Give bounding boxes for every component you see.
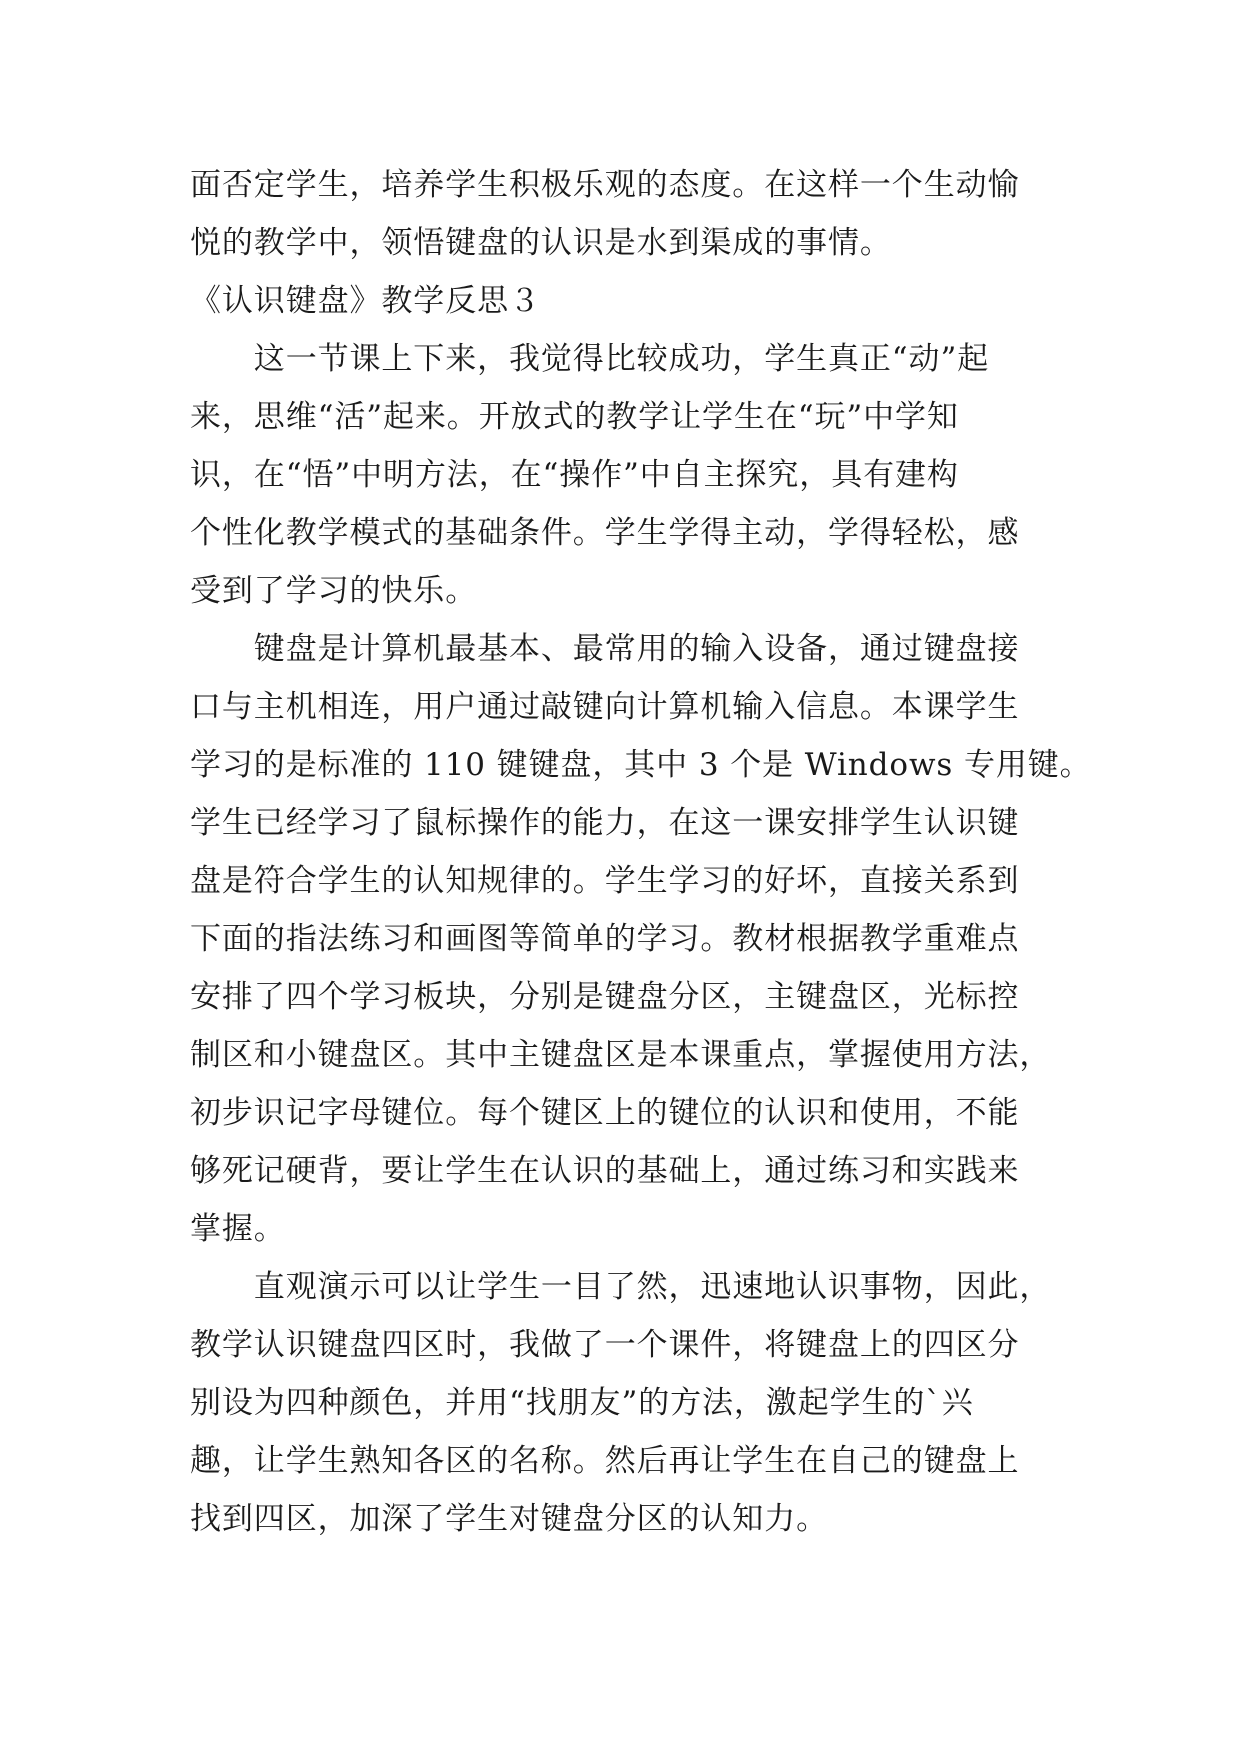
text-line: 下面的指法练习和画图等简单的学习。教材根据教学重难点 <box>190 921 1020 957</box>
text-line: 来，思维“活”起来。开放式的教学让学生在“玩”中学知 <box>190 399 959 435</box>
text-line: 制区和小键盘区。其中主键盘区是本课重点，掌握使用方法， <box>190 1037 1052 1073</box>
text-line: 键盘是计算机最基本、最常用的输入设备，通过键盘接 <box>190 631 1020 667</box>
text-line: 这一节课上下来，我觉得比较成功，学生真正“动”起 <box>190 341 990 377</box>
text-line: 学生已经学习了鼠标操作的能力，在这一课安排学生认识键 <box>190 805 1020 841</box>
text-line: 口与主机相连，用户通过敲键向计算机输入信息。本课学生 <box>190 689 1020 725</box>
text-line: 直观演示可以让学生一目了然，迅速地认识事物，因此， <box>190 1269 1052 1305</box>
text-line: 找到四区，加深了学生对键盘分区的认知力。 <box>190 1501 828 1537</box>
text-line: 别设为四种颜色，并用“找朋友”的方法，激起学生的`兴 <box>190 1385 974 1421</box>
text-line: 悦的教学中，领悟键盘的认识是水到渠成的事情。 <box>190 225 892 261</box>
text-line: 识，在“悟”中明方法，在“操作”中自主探究，具有建构 <box>190 457 959 493</box>
text-line: 学习的是标准的 110 键键盘，其中 3 个是 Windows 专用键。 <box>190 747 1092 783</box>
text-line: 盘是符合学生的认知规律的。学生学习的好坏，直接关系到 <box>190 863 1020 899</box>
text-line: 安排了四个学习板块，分别是键盘分区，主键盘区，光标控 <box>190 979 1020 1015</box>
document-body <box>190 156 1090 1548</box>
text-line: 个性化教学模式的基础条件。学生学得主动，学得轻松，感 <box>190 515 1020 551</box>
text-line: 初步识记字母键位。每个键区上的键位的认识和使用，不能 <box>190 1095 1020 1131</box>
section-title: 《认识键盘》教学反思３ <box>190 283 541 319</box>
text-line: 够死记硬背，要让学生在认识的基础上，通过练习和实践来 <box>190 1153 1020 1189</box>
text-line: 教学认识键盘四区时，我做了一个课件，将键盘上的四区分 <box>190 1327 1020 1363</box>
text-line: 面否定学生，培养学生积极乐观的态度。在这样一个生动愉 <box>190 167 1020 203</box>
text-line: 掌握。 <box>190 1211 286 1247</box>
text-line: 趣，让学生熟知各区的名称。然后再让学生在自己的键盘上 <box>190 1443 1020 1479</box>
text-line: 受到了学习的快乐。 <box>190 573 478 609</box>
